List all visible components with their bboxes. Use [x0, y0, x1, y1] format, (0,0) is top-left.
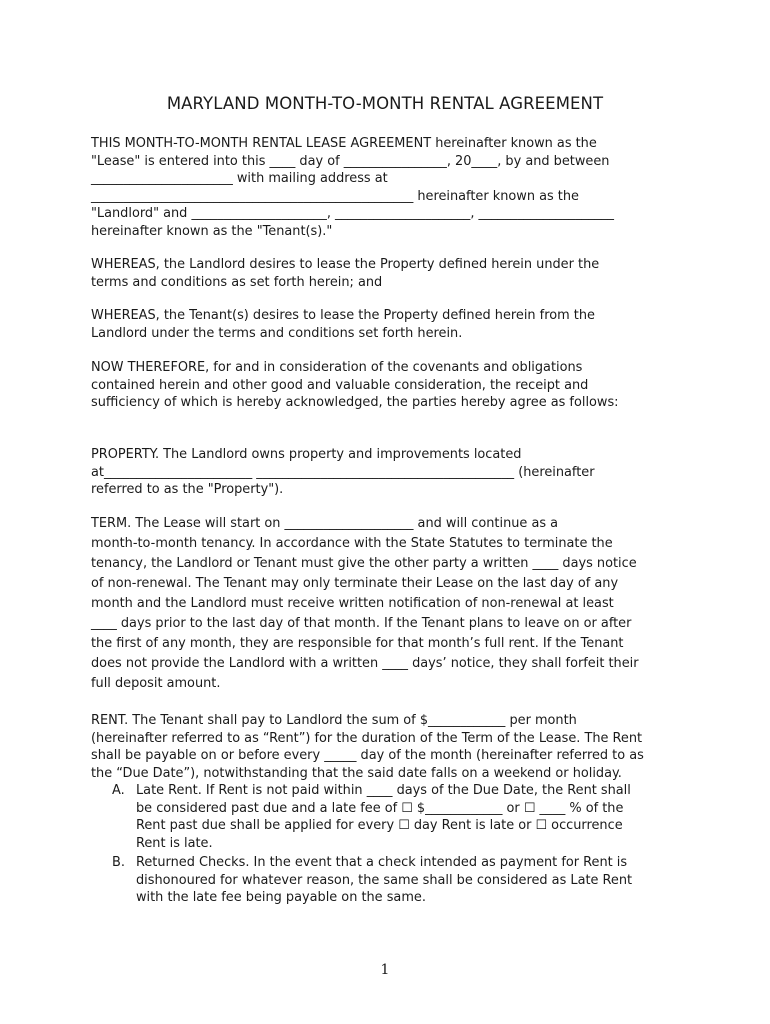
paragraph-line: TERM. The Lease will start on ____________________ and will continue as a: [91, 516, 559, 531]
paragraph-line: at_______________________ ________________________________________ (hereinafter: [91, 464, 595, 480]
list-item-line: Returned Checks. In the event that a check intended as payment for Rent is: [136, 855, 628, 870]
paragraph-line: does not provide the Landlord with a written ____ days’ notice, they shall forfeit their: [91, 656, 639, 671]
paragraph-line: Landlord under the terms and conditions set forth herein.: [91, 325, 463, 341]
paragraph-line: month and the Landlord must receive written notification of non-renewal at least: [91, 596, 614, 611]
paragraph-line: month-to-month tenancy. In accordance with the State Statutes to terminate the: [91, 536, 613, 551]
list-item-line: Rent past due shall be applied for every ☐ day Rent is late or ☐ occurrence: [136, 818, 623, 834]
whereas-landlord-paragraph: [91, 256, 691, 291]
paragraph-line: hereinafter known as the "Tenant(s).": [91, 223, 333, 239]
paragraph-line: the first of any month, they are responsible for that month’s full rent. If the Tenant: [91, 636, 624, 651]
paragraph-line: of non-renewal. The Tenant may only terminate their Lease on the last day of any: [91, 576, 619, 591]
list-item-line: with the late fee being payable on the same.: [136, 890, 426, 906]
document-title: MARYLAND MONTH-TO-MONTH RENTAL AGREEMENT: [166, 94, 604, 113]
now-therefore-paragraph: [91, 359, 691, 412]
paragraph-line: "Landlord" and _____________________, _____________________, _____________________: [91, 206, 614, 222]
list-item-body: [136, 854, 632, 907]
paragraph-line: referred to as the "Property").: [91, 482, 284, 498]
paragraph-line: PROPERTY. The Landlord owns property and improvements located: [91, 447, 522, 462]
paragraph-line: "Lease" is entered into this ____ day of ________________, 20____, by and between: [91, 153, 610, 169]
paragraph-line: sufficiency of which is hereby acknowledged, the parties hereby agree as follows:: [91, 395, 619, 411]
list-item-line: Late Rent. If Rent is not paid within ____ days of the Due Date, the Rent shall: [136, 783, 631, 798]
paragraph-line: __________________________________________________ hereinafter known as the: [91, 188, 579, 204]
paragraph-line: contained herein and other good and valuable consideration, the receipt and: [91, 377, 589, 393]
whereas-tenant-paragraph: [91, 307, 691, 342]
term-paragraph: [91, 514, 691, 694]
paragraph-line: RENT. The Tenant shall pay to Landlord the sum of $____________ per month: [91, 713, 577, 728]
list-item-body: [136, 782, 631, 852]
list-item-line: Rent is late.: [136, 835, 213, 851]
paragraph-line: THIS MONTH-TO-MONTH RENTAL LEASE AGREEMENT hereinafter known as the: [91, 136, 597, 151]
property-paragraph: [91, 446, 691, 499]
paragraph-line: NOW THEREFORE, for and in consideration of the covenants and obligations: [91, 360, 583, 375]
paragraph-line: ______________________ with mailing address at: [91, 171, 388, 187]
page-number: 1: [380, 962, 390, 978]
paragraph-line: WHEREAS, the Tenant(s) desires to lease the Property defined herein from the: [91, 308, 595, 323]
paragraph-line: terms and conditions as set forth herein; and: [91, 274, 383, 290]
list-marker: B.: [112, 855, 125, 870]
intro-paragraph: [91, 135, 691, 241]
paragraph-line: shall be payable on or before every _____ day of the month (hereinafter referred to as: [91, 748, 644, 764]
list-item-line: dishonoured for whatever reason, the same shall be considered as Late Rent: [136, 872, 633, 888]
paragraph-line: WHEREAS, the Landlord desires to lease the Property defined herein under the: [91, 257, 600, 272]
paragraph-line: tenancy, the Landlord or Tenant must give the other party a written ____ days notice: [91, 556, 637, 571]
paragraph-line: (hereinafter referred to as “Rent”) for the duration of the Term of the Lease. The Rent: [91, 730, 643, 746]
rent-paragraph: [91, 712, 691, 782]
list-item-line: be considered past due and a late fee of ☐ $____________ or ☐ ____ % of the: [136, 800, 624, 816]
paragraph-line: the “Due Date”), notwithstanding that the said date falls on a weekend or holiday.: [91, 765, 622, 781]
paragraph-line: full deposit amount.: [91, 676, 221, 691]
paragraph-line: ____ days prior to the last day of that month. If the Tenant plans to leave on or after: [91, 616, 632, 631]
list-marker: A.: [112, 783, 125, 798]
